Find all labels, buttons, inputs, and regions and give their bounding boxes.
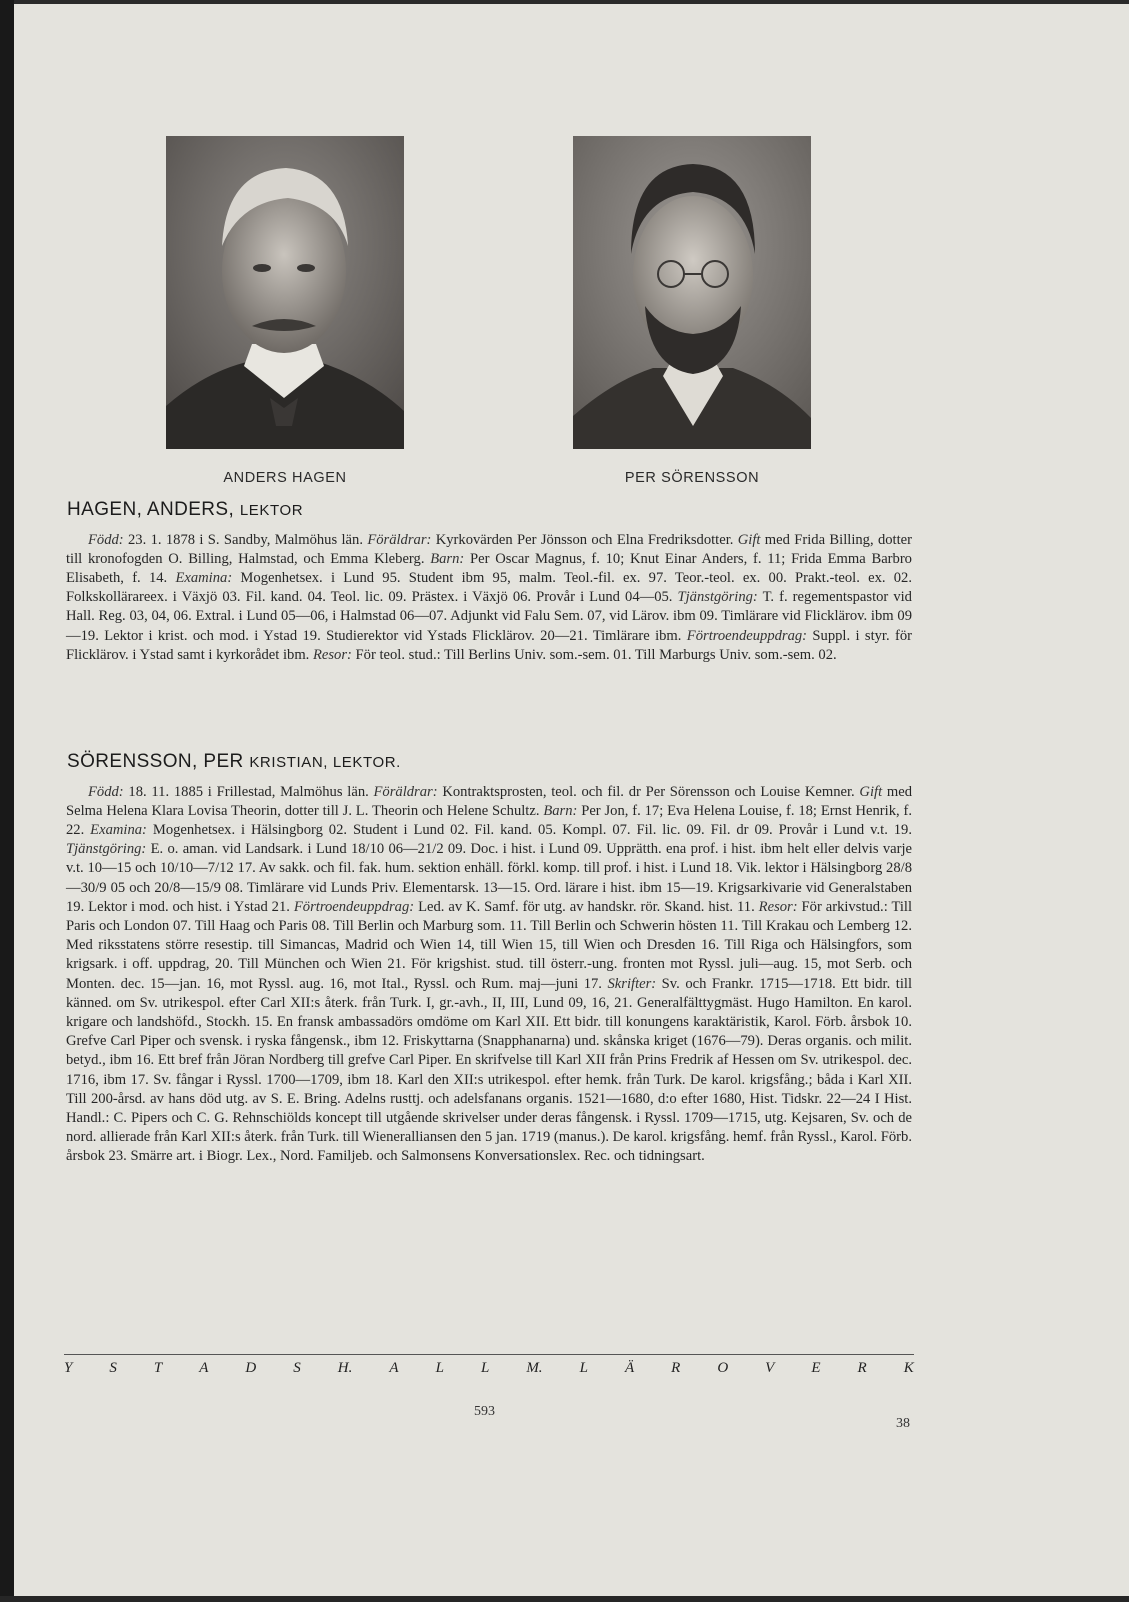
footer-letter: L <box>579 1360 588 1376</box>
label-examina: Examina: <box>175 570 233 586</box>
footer-letter: K <box>903 1360 914 1376</box>
label-foraldrar: Föräldrar: <box>373 783 438 800</box>
portrait-per-sorensson <box>573 136 811 449</box>
footer-letter: T <box>153 1360 163 1376</box>
label-gift: Gift <box>859 783 883 800</box>
label-fodd: Född: <box>88 531 124 548</box>
footer-letter: L <box>480 1360 490 1376</box>
entry-bio-sorensson: Född: 18. 11. 1885 i Frillestad, Malmöhus län. Föräldrar: Kontraktsprosten, teol. och fil. dr Per Sörensson och Louise Kemner. Gift med Selma Helena Klara Lovisa Theorin, dotter till J. L. Theorin och Helene Schultz. Barn: Per Jon, f. 17; Eva Helena Louise, f. 18; Ernst Henrik, f. 22. Examina: Mogenhetsex. i Hälsingborg 02. Student i Lund 02. Fil. kand. 05. Kompl. 07. Fil. lic. 09. Fil. dr 09. Provår i Lund v.t. 19. Tjänstgöring: E. o. aman. vid Landsark. i Lund 18/10 06—21/2 09. Doc. i hist. i Lund 09. Upprätth. ena prof. i hist. ibm helt eller delvis varje v.t. 10—15 och 10/10—7/12 17. Av sakk. och fil. fak. hum. sektion enhäll. förkl. komp. till prof. i hist. i Lund 18. Vik. lektor i Hälsingborg 28/8—30/9 05 och 20/8—15/9 08. Timlärare vid Lunds Priv. Elementarsk. 13—15. Ord. lärare i hist. ibm 15—19. Krigsarkivarie vid Generalstaben 19. Lektor i mod. och hist. i Ystad 21. Förtroendeuppdrag: Led. av K. Samf. för utg. av handskr. rör. Skand. hist. 11. Resor: För arkivstud.: Till Paris och London 07. Till Haag och Paris 08. Till Berlin och Marburg som. 11. Till Berlin och Schwerin hösten 11. Till Krakau och Lemberg 12. Med riksstatens större resestip. till Simancas, Madrid och Wien 14, till Wien 15, till Wien och Dresden 16. Till Riga och Hälsingfors, som krigsark. i off. uppdrag, 20. Till München och Wien 21. För krigshist. stud. till österr.-ung. fronten mot Ryssl. juli—aug. 15, mot Serb. och Monten. dec. 15—jan. 16, mot Ryssl. aug. 16, mot Ital., Ryssl. och Rum. maj—juni 17. Skrifter: Sv. och Frankr. 1715—1718. Ett bidr. till känned. om Sv. utrikespol. efter Carl XII:s återk. från Turk. I, gr.-avh., II, III, Lund 09, 16, 21. Generalfälttygmäst. Hugo Hamilton. En karol. krigare och landshöfd., Stockh. 15. En fransk ambassadörs omdöme om Karl XII. Ett bidr. till konungens karaktäristik, Karol. Förb. årsbok 10. Grefve Carl Piper och svensk. i ryska fångensk., ibm 12. Friskyttarna (Snapphanarna) und. skånska kriget (1676—79). Deras organis. och milit. betyd., ibm 16. Ett bref från Jöran Nordberg till grefve Carl Piper. En skrifvelse till Karl XII från Prins Fredrik af Hessen om Sv. utrikespol. dec. 1716, ibm 17. Sv. fångar i Ryssl. 1700—1709, ibm 18. Karl den XII:s utrikespol. efter hemk. från Turk. De karol. krigsfång.; båda i Karl XII. Till 200-årsd. av hans död utg. av S. E. Bring. Adelns rusttj. och adelsfanans organis. 1521—1680, d:o efter 1680, Hist. Tidskr. 22—24 I Hist. Handl.: C. Pipers och C. G. Rehnschiölds koncept till utgående skrivelser under deras fångensk. i Ryssl. 1709—1715, utg. Kejsaren, Sv. och de nord. allierade från Karl XII:s återk. från Turk. till Wieneralliansen den 5 jan. 1719 (manus.). De karol. krigsfång. hemf. från Ryssl., Karol. Förb. årsbok 23. Smärre art. i Biogr. Lex., Nord. Familjeb. och Salmonsens Konversationslex. Rec. och tidningsart. <box>66 783 913 1165</box>
label-barn: Barn: <box>430 550 465 567</box>
page-number: 593 <box>474 1404 495 1419</box>
entry-name: SÖRENSSON, PER <box>67 751 244 772</box>
label-gift: Gift <box>737 531 761 548</box>
label-fodd: Född: <box>88 783 124 800</box>
page-top-edge <box>0 0 1129 4</box>
page-binding-edge <box>0 0 14 1602</box>
photo-caption-hagen: ANDERS HAGEN <box>223 470 347 486</box>
label-fortroendeuppdrag: Förtroendeuppdrag: <box>686 627 808 644</box>
entry-bio-hagen: Född: 23. 1. 1878 i S. Sandby, Malmöhus län. Föräldrar: Kyrkovärden Per Jönsson och Elna Fredriksdotter. Gift med Frida Billing, dotter till kronofogden O. Billing, Halmstad, och Emma Kleberg. Barn: Per Oscar Magnus, f. 10; Knut Einar Anders, f. 11; Frida Emma Barbro Elisabeth, f. 14. Examina: Mogenhetsex. i Lund 95. Student ibm 95, malm. Teol.-fil. ex. 97. Teor.-teol. ex. 00. Prakt.-teol. ex. 02. Folkskollärareex. i Växjö 03. Fil. kand. 04. Teol. lic. 09. Prästex. i Växjö 06. Provår i Lund 04—05. Tjänstgöring: T. f. regementspastor vid Hall. Reg. 03, 04, 06. Extral. i Lund 05—06, i Halmstad 06—07. Adjunkt vid Falu Sem. 07, vid Lärov. ibm 09. Timlärare vid Flicklärov. ibm 09—19. Lektor i krist. och mod. i Ystad 19. Studierektor vid Ystads Flicklärov. 20—21. Timlärare ibm. Förtroendeuppdrag: Suppl. i styr. för Flicklärov. i Ystad samt i kyrkorådet ibm. Resor: För teol. stud.: Till Berlins Univ. som.-sem. 01. Till Marburgs Univ. som.-sem. 02. <box>66 531 913 663</box>
portrait-anders-hagen <box>166 136 404 449</box>
footer-letter: H. <box>337 1360 353 1376</box>
footer-letter: M. <box>526 1360 543 1376</box>
footer-letter: V <box>765 1360 775 1376</box>
footer-rule <box>64 1354 914 1355</box>
label-resor: Resor: <box>758 898 798 915</box>
label-fortroendeuppdrag: Förtroendeuppdrag: <box>293 898 415 915</box>
label-barn: Barn: <box>543 802 578 819</box>
page-bottom-edge <box>0 1596 1129 1602</box>
label-examina: Examina: <box>90 822 147 838</box>
label-tjanstgoring: Tjänstgöring: <box>66 841 147 858</box>
footer-letter: Y <box>64 1360 73 1376</box>
label-skrifter: Skrifter: <box>607 975 657 992</box>
entry-name: HAGEN, ANDERS, <box>67 499 235 520</box>
footer-letter: R <box>671 1360 681 1376</box>
footer-letter: L <box>435 1360 444 1376</box>
footer-letter: S <box>109 1360 117 1376</box>
label-tjanstgoring: Tjänstgöring: <box>677 589 758 606</box>
entry-title: KRISTIAN, LEKTOR. <box>249 754 401 771</box>
footer-letter: S <box>293 1360 301 1376</box>
photo-caption-sorensson: PER SÖRENSSON <box>624 470 760 486</box>
sheet-number: 38 <box>896 1416 910 1431</box>
footer-letter: R <box>857 1360 867 1376</box>
footer-letter: A <box>389 1360 399 1376</box>
label-foraldrar: Föräldrar: <box>367 531 432 548</box>
footer-letter: A <box>199 1360 209 1376</box>
footer-letter: E <box>811 1360 821 1376</box>
entry-title: LEKTOR <box>239 502 304 519</box>
footer-letter: O <box>717 1360 729 1376</box>
entry-heading-sorensson <box>67 751 401 773</box>
label-resor: Resor: <box>312 646 352 663</box>
footer-letter: Ä <box>624 1360 635 1376</box>
entry-heading-hagen <box>67 499 303 521</box>
footer-letter: D <box>245 1360 257 1376</box>
running-footer <box>64 1360 914 1377</box>
